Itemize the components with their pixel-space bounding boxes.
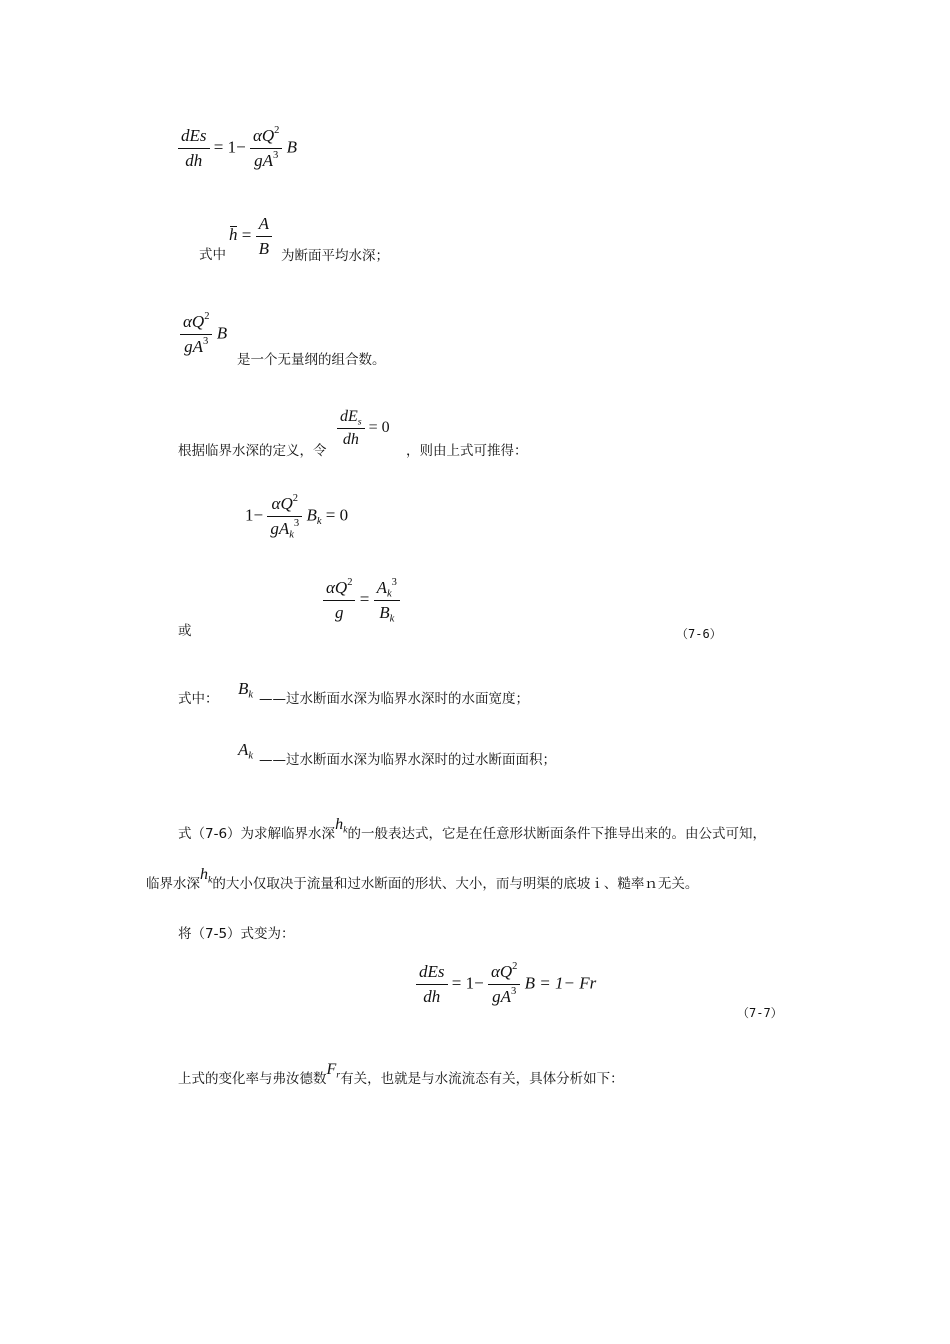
symbol-bk: $B_k$	[238, 679, 254, 701]
paragraph-line-1: 式（7-6）为求解临界水深$h_k$的一般表达式，它是在任意形状断面条件下推导出来的。由公式可知，	[178, 816, 766, 842]
mean-depth-description: 为断面平均水深；	[281, 248, 389, 264]
equation-number-7-7: （7-7）	[737, 1006, 783, 1020]
critical-definition-text: 根据临界水深的定义，令	[178, 443, 327, 459]
label-shizhong: 式中	[199, 247, 226, 263]
bk-definition: ——过水断面水深为临界水深时的水面宽度；	[259, 691, 529, 707]
ak-definition: ——过水断面水深为临界水深时的过水断面面积；	[259, 752, 556, 768]
derivation-text: ，则由上式可推得：	[406, 443, 528, 459]
paragraph-transform: 将（7-5）式变为：	[178, 926, 295, 942]
equation-critical-condition: $\frac{dE_s}{dh}$ = 0	[337, 408, 390, 449]
equation-number-7-6: （7-6）	[676, 627, 722, 641]
label-huo: 或	[178, 623, 192, 639]
label-shizhong-colon: 式中：	[178, 691, 219, 707]
paragraph-froude: 上式的变化率与弗汝德数$F_r$有关，也就是与水流流态有关，具体分析如下：	[178, 1061, 624, 1087]
symbol-ak: $A_k$	[238, 740, 254, 762]
dimensionless-description: 是一个无量纲的组合数。	[237, 352, 386, 368]
paragraph-line-2: 临界水深$h_k$的大小仅取决于流量和过水断面的形状、大小，而与明渠的底坡ｉ、糙率ｎ无关。	[146, 866, 699, 892]
equation-dimensionless-group: $\frac{\alpha Q^2}{gA^3}$ B	[180, 312, 227, 357]
equation-7-6: $\frac{\alpha Q^2}{g}$ = $\frac{A_k^3}{B_k}$	[323, 578, 400, 623]
equation-mean-depth: h = $\frac{A}{B}$	[229, 214, 272, 259]
equation-critical-balance: 1− $\frac{\alpha Q^2}{gA_k^3}$ $B_k = 0$	[245, 493, 349, 541]
equation-7-7: $\frac{\text{dEs}}{dh}$ = 1− $\frac{\alpha Q^2}{gA^3}$ B = 1− Fr	[416, 962, 596, 1007]
equation-specific-energy-derivative: $\frac{\text{dEs}}{dh}$ = 1− $\frac{\alpha Q^2}{gA^3}$ B	[178, 126, 297, 171]
